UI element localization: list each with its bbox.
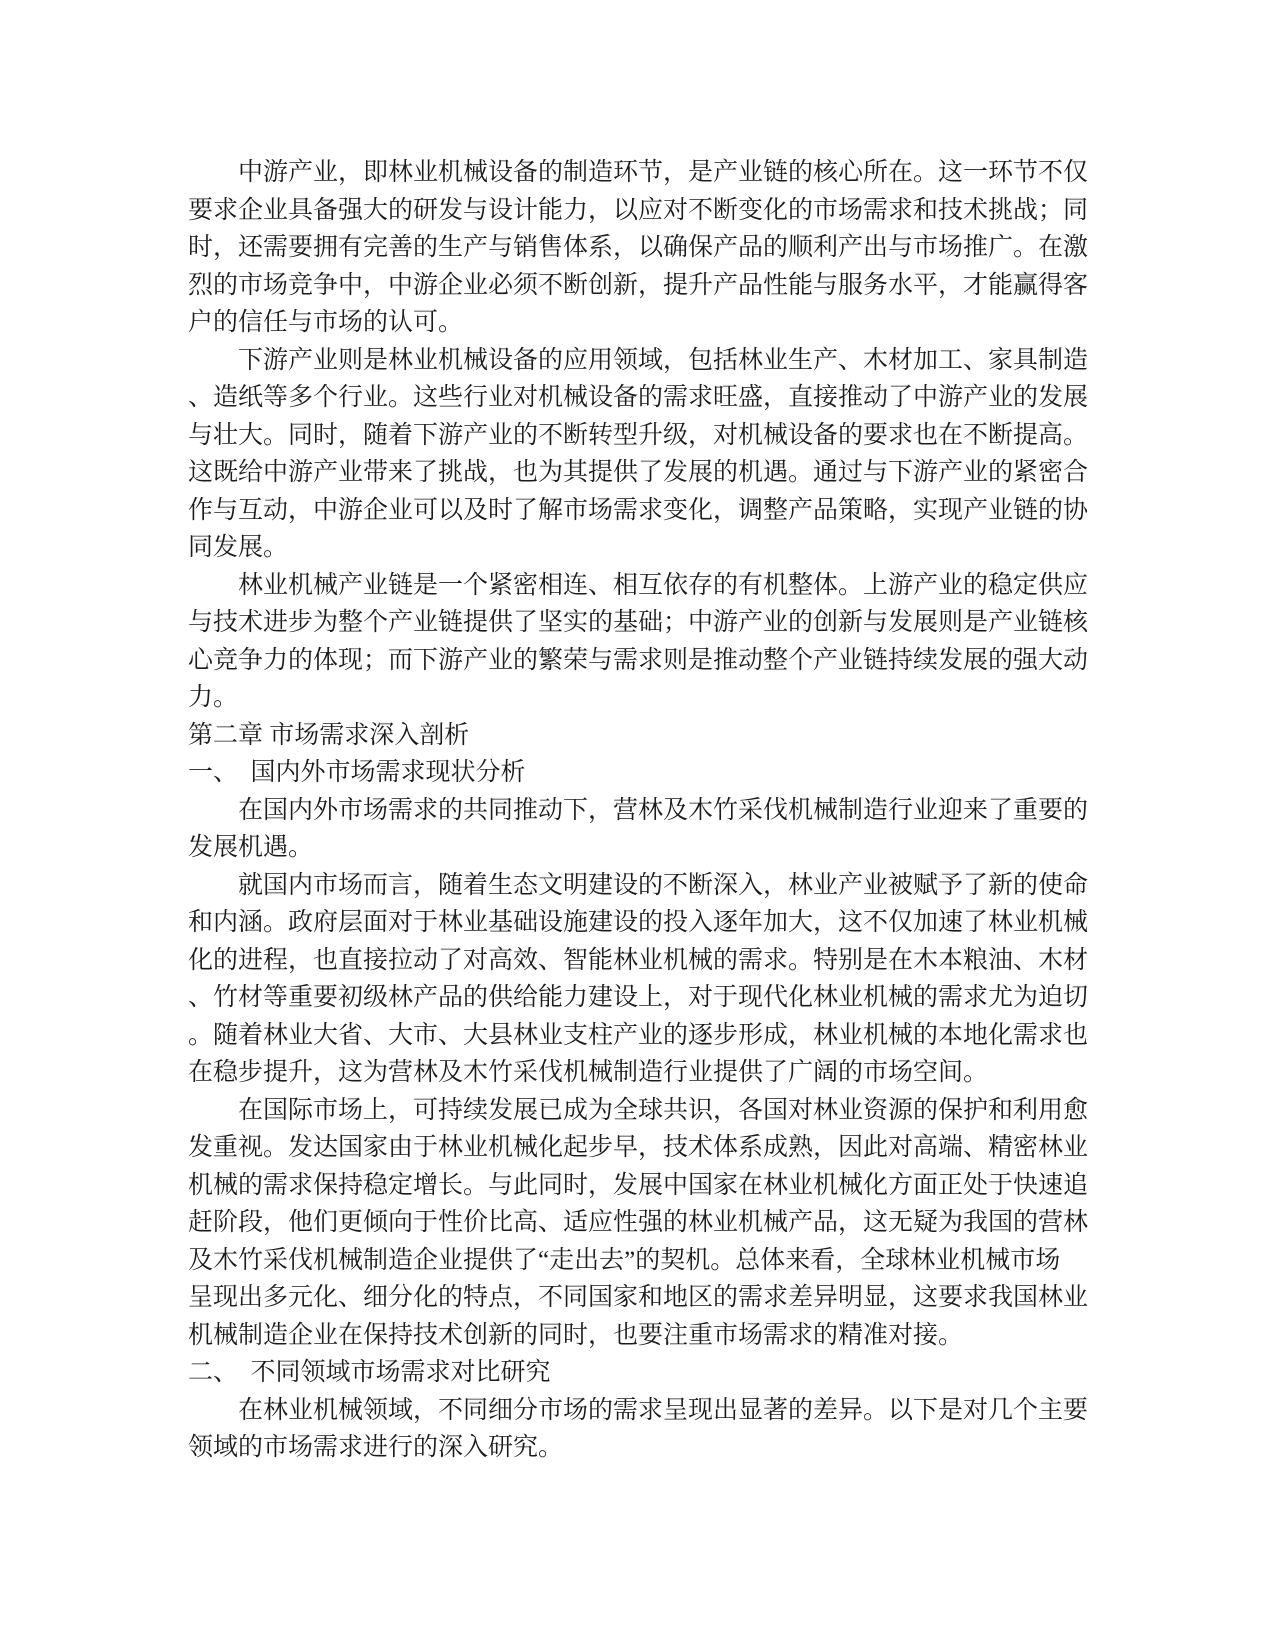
body-text-line: 在国际市场上，可持续发展已成为全球共识，各国对林业资源的保护和利用愈 <box>238 1096 1089 1124</box>
body-text-line: 同发展。 <box>188 534 289 561</box>
body-text-line: 与壮大。同时，随着下游产业的不断转型升级，对机械设备的要求也在不断提高。 <box>188 421 1089 449</box>
body-text-line: 中游产业，即林业机械设备的制造环节，是产业链的核心所在。这一环节不仅 <box>238 159 1089 186</box>
body-text-line: 要求企业具备强大的研发与设计能力，以应对不断变化的市场需求和技术挑战；同 <box>188 196 1089 224</box>
body-text-line: 、造纸等多个行业。这些行业对机械设备的需求旺盛，直接推动了中游产业的发展 <box>188 384 1089 411</box>
body-text-line: 发展机遇。 <box>188 834 314 861</box>
body-text-line: 户的信任与市场的认可。 <box>188 309 464 336</box>
body-text-line: 这既给中游产业带来了挑战，也为其提供了发展的机遇。通过与下游产业的紧密合 <box>188 459 1089 486</box>
body-text-line: 在稳步提升，这为营林及木竹采伐机械制造行业提供了广阔的市场空间。 <box>188 1059 989 1086</box>
body-text-line: 及木竹采伐机械制造企业提供了“走出去”的契机。总体来看，全球林业机械市场 <box>188 1246 1061 1274</box>
section-heading-line: 一、 国内外市场需求现状分析 <box>188 759 526 786</box>
body-text-line: 机械的需求保持稳定增长。与此同时，发展中国家在林业机械化方面正处于快速追 <box>188 1171 1089 1199</box>
body-text-line: 时，还需要拥有完善的生产与销售体系，以确保产品的顺利产出与市场推广。在激 <box>188 234 1089 261</box>
body-text-line: 在林业机械领域，不同细分市场的需求呈现出显著的差异。以下是对几个主要 <box>238 1396 1089 1424</box>
body-text-line: 力。 <box>188 684 239 711</box>
body-text-line: 呈现出多元化、细分化的特点，不同国家和地区的需求差异明显，这要求我国林业 <box>188 1284 1089 1311</box>
body-text-line: 在国内外市场需求的共同推动下，营林及木竹采伐机械制造行业迎来了重要的 <box>238 796 1089 824</box>
document-body <box>188 154 1088 1467</box>
body-text-line: 就国内市场而言，随着生态文明建设的不断深入，林业产业被赋予了新的使命 <box>238 871 1089 899</box>
body-text-line: 与技术进步为整个产业链提供了坚实的基础；中游产业的创新与发展则是产业链核 <box>188 609 1089 636</box>
body-text-line: 烈的市场竞争中，中游企业必须不断创新，提升产品性能与服务水平，才能赢得客 <box>188 271 1089 299</box>
body-text-line: 机械制造企业在保持技术创新的同时，也要注重市场需求的精准对接。 <box>188 1321 964 1349</box>
body-text-line: 下游产业则是林业机械设备的应用领域，包括林业生产、木材加工、家具制造 <box>238 346 1089 374</box>
body-text-line: 。随着林业大省、大市、大县林业支柱产业的逐步形成，林业机械的本地化需求也 <box>188 1021 1089 1049</box>
body-text-line: 发重视。发达国家由于林业机械化起步早，技术体系成熟，因此对高端、精密林业 <box>188 1134 1089 1161</box>
body-text-line: 领域的市场需求进行的深入研究。 <box>188 1434 564 1461</box>
body-text-line: 林业机械产业链是一个紧密相连、相互依存的有机整体。上游产业的稳定供应 <box>238 571 1089 599</box>
body-text-line: 赶阶段，他们更倾向于性价比高、适应性强的林业机械产品，这无疑为我国的营林 <box>188 1209 1089 1236</box>
body-text-line: 、竹材等重要初级林产品的供给能力建设上，对于现代化林业机械的需求尤为迫切 <box>188 984 1089 1011</box>
section-heading-line: 二、 不同领域市场需求对比研究 <box>188 1359 551 1386</box>
body-text-line: 化的进程，也直接拉动了对高效、智能林业机械的需求。特别是在木本粮油、木材 <box>188 946 1089 974</box>
body-text-line: 心竞争力的体现；而下游产业的繁荣与需求则是推动整个产业链持续发展的强大动 <box>188 646 1089 674</box>
body-text-line: 和内涵。政府层面对于林业基础设施建设的投入逐年加大，这不仅加速了林业机械 <box>188 909 1089 936</box>
chapter-heading-line: 第二章 市场需求深入剖析 <box>188 721 470 749</box>
body-text-line: 作与互动，中游企业可以及时了解市场需求变化，调整产品策略，实现产业链的协 <box>188 496 1089 524</box>
